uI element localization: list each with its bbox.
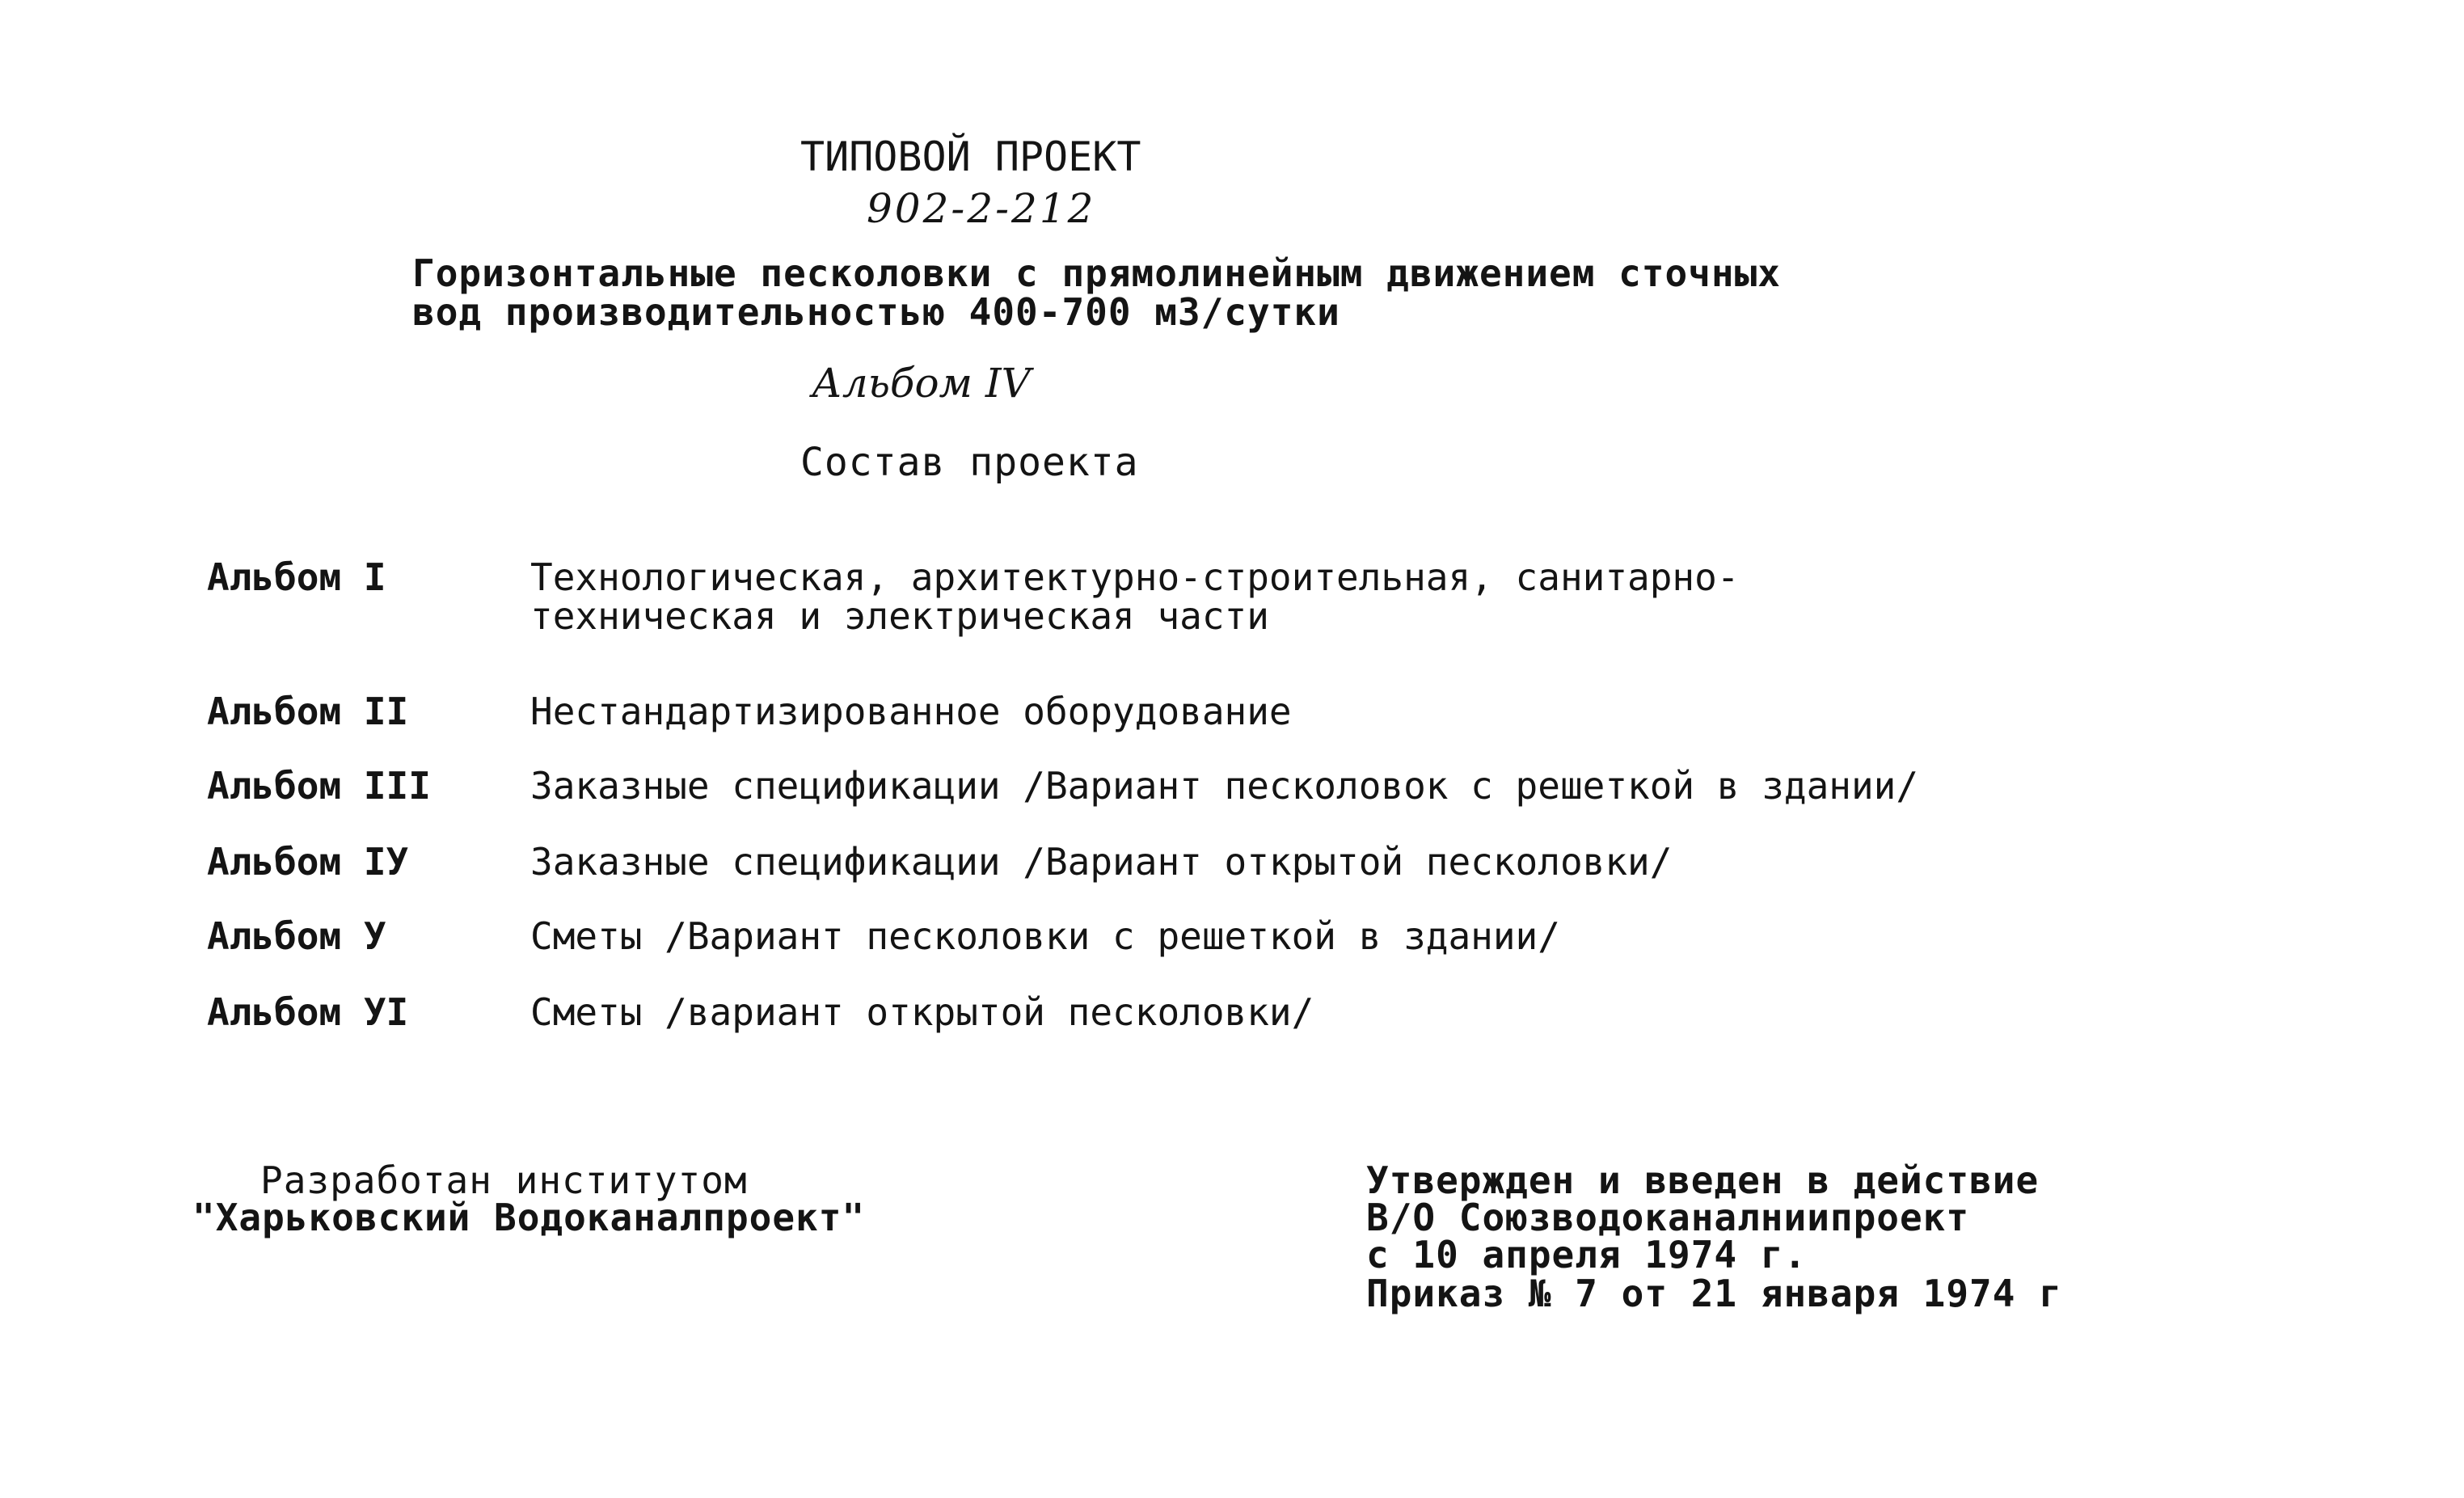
approval-line-4: Приказ № 7 от 21 января 1974 г [1366,1272,2062,1315]
album-label: Альбом IУ [207,840,409,884]
project-number: 902-2-212 [867,185,1096,232]
album-description: Сметы /Вариант песколовки с решеткой в здании/ [530,914,1560,958]
album-label: Альбом УI [207,990,409,1034]
developer-line-1: Разработан институтом [260,1158,748,1202]
album-description-line-2: техническая и электрическая части [530,594,1269,638]
approval-line-2: В/О Союзводоканалниипроект [1366,1196,1970,1239]
developer-line-2: "Харьковский Водоканалпроект" [192,1196,866,1239]
approval-line-3: с 10 апреля 1974 г. [1366,1233,1808,1276]
approval-line-1: Утвержден и введен в действие [1366,1158,2040,1202]
album-description: Нестандартизированное оборудование [530,690,1292,733]
composition-title: Состав проекта [800,440,1139,485]
album-label: Альбом II [207,690,409,733]
project-description-line-1: Горизонтальные песколовки с прямолинейным движением сточных [412,251,1781,295]
album-description: Сметы /вариант открытой песколовки/ [530,990,1314,1034]
document-title: ТИПОВОЙ ПРОЕКТ [800,133,1141,180]
album-label: Альбом У [207,914,386,958]
album-description: Заказные спецификации /Вариант песколовок с решеткой в здании/ [530,764,1919,808]
album-description-line-1: Технологическая, архитектурно-строительная, санитарно- [530,555,1740,599]
album-handwritten-label: Альбом IV [812,360,1031,407]
album-description [530,555,1740,638]
album-label: Альбом I [207,555,386,599]
album-label: Альбом III [207,764,431,808]
album-description: Заказные спецификации /Вариант открытой песколовки/ [530,840,1673,884]
project-description-line-2: вод производительностью 400-700 м3/сутки [412,290,1340,334]
